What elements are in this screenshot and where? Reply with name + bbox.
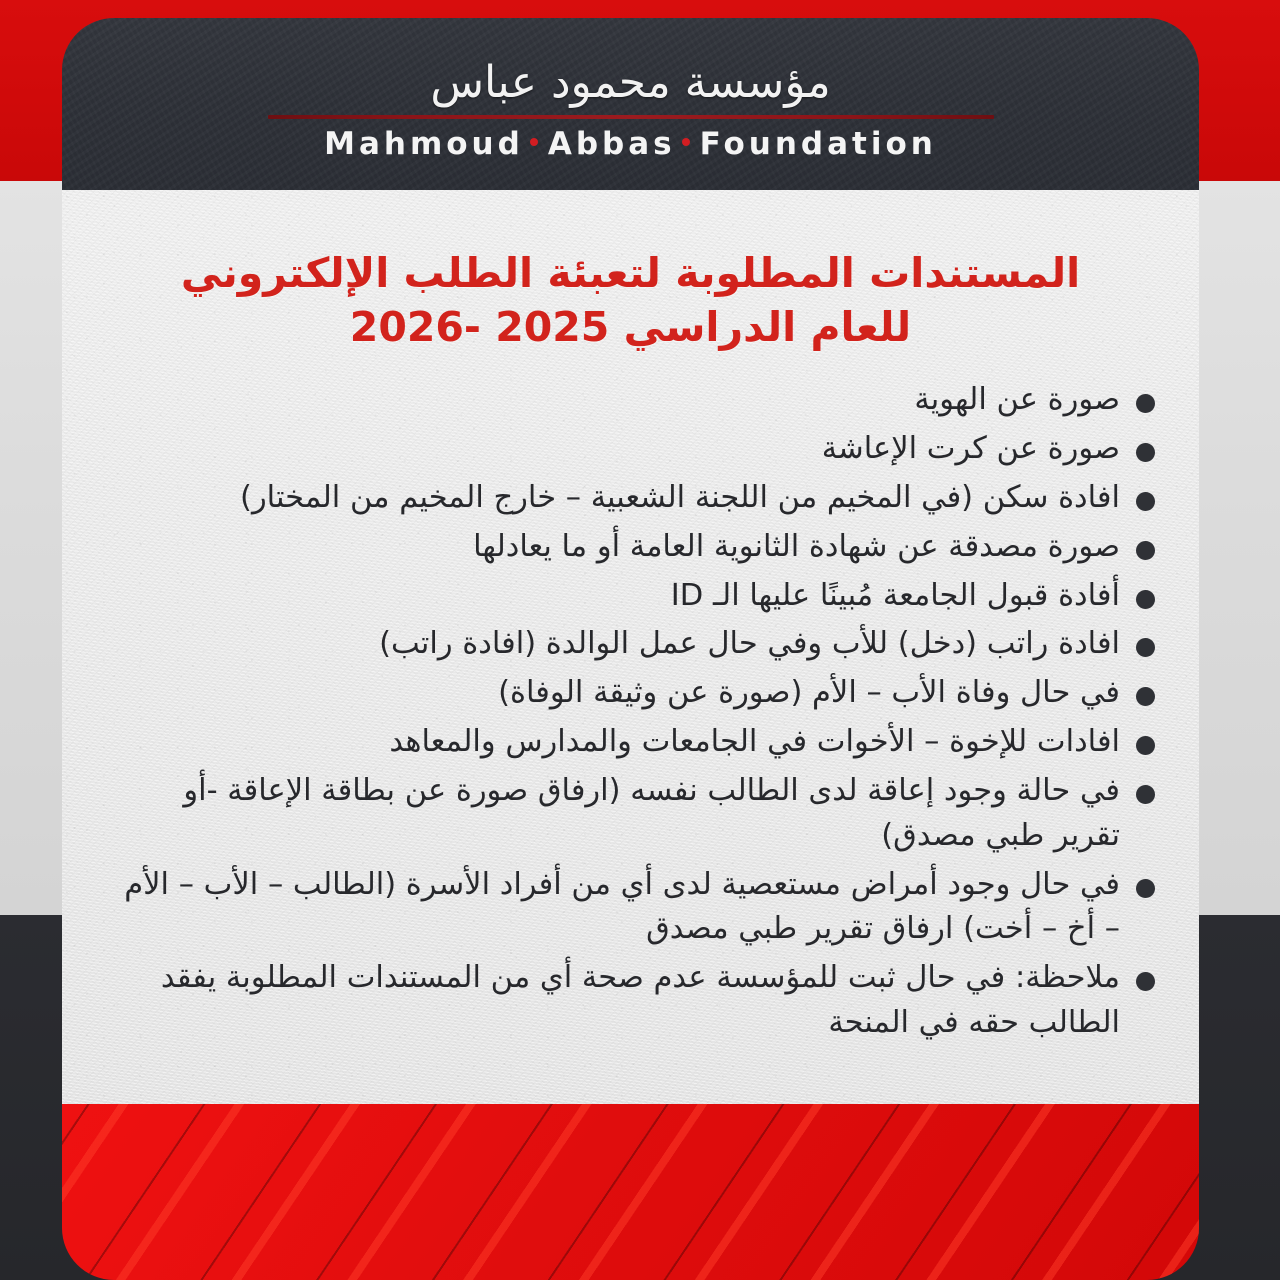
list-item — [114, 863, 1155, 953]
list-item — [114, 378, 1155, 423]
bullet-dot-icon — [1136, 443, 1155, 462]
logo-word-abbas: Abbas — [547, 126, 676, 163]
document-note-text: ملاحظة: في حال ثبت للمؤسسة عدم صحة أي من المستندات المطلوبة يفقد الطالب حقه في المنحة — [160, 960, 1120, 1040]
document-requirement-text: في حال وفاة الأب – الأم (صورة عن وثيقة الوفاة) — [498, 675, 1120, 711]
logo-divider-rule — [268, 115, 994, 119]
list-item — [114, 622, 1155, 667]
bullet-dot-icon — [1136, 638, 1155, 657]
document-requirement-text: افادات للإخوة – الأخوات في الجامعات والمدارس والمعاهد — [389, 724, 1120, 760]
card-footer-stripes — [62, 1104, 1199, 1280]
bullet-dot-icon — [1136, 736, 1155, 755]
bullet-dot-icon — [1136, 394, 1155, 413]
list-item — [114, 956, 1155, 1046]
document-requirement-text: في حالة وجود إعاقة لدى الطالب نفسه (ارفاق صورة عن بطاقة الإعاقة -أو تقرير طبي مصدق) — [183, 772, 1120, 853]
document-requirement-text: في حال وجود أمراض مستعصية لدى أي من أفراد الأسرة (الطالب – الأب – الأم – أخ – أخت) ارفاق تقرير طبي مصدق — [124, 866, 1120, 947]
logo-dot-separator-icon — [530, 138, 538, 146]
card-header — [62, 18, 1199, 190]
list-item — [114, 574, 1155, 619]
logo-word-foundation: Foundation — [699, 126, 937, 163]
document-requirement-text: افادة سكن (في المخيم من اللجنة الشعبية – خارج المخيم من المختار) — [240, 479, 1120, 515]
logo-latin-name — [266, 126, 996, 162]
document-requirement-text: صورة مصدقة عن شهادة الثانوية العامة أو ما يعادلها — [473, 528, 1120, 564]
bullet-dot-icon — [1136, 879, 1155, 898]
document-requirement-text: صورة عن الهوية — [914, 382, 1120, 418]
list-item — [114, 427, 1155, 472]
required-documents-list — [88, 364, 1173, 1046]
document-requirement-text: افادة راتب (دخل) للأب وفي حال عمل الوالدة (افادة راتب) — [379, 626, 1120, 662]
bullet-dot-icon — [1136, 785, 1155, 804]
bullet-dot-icon — [1136, 492, 1155, 511]
bullet-dot-icon — [1136, 972, 1155, 991]
foundation-logo — [266, 46, 996, 162]
list-item — [114, 476, 1155, 521]
document-requirement-text: صورة عن كرت الإعاشة — [821, 431, 1120, 467]
document-requirement-text: أفادة قبول الجامعة مُبينًا عليها الـ ID — [670, 577, 1120, 613]
list-item — [114, 769, 1155, 859]
logo-word-mahmoud: Mahmoud — [324, 126, 524, 163]
card-body — [62, 190, 1199, 1104]
logo-arabic-name: مؤسسة محمود عباس — [430, 56, 831, 108]
logo-dot-separator-icon — [682, 138, 690, 146]
list-item — [114, 671, 1155, 716]
list-item — [114, 525, 1155, 570]
bullet-dot-icon — [1136, 590, 1155, 609]
bullet-dot-icon — [1136, 541, 1155, 560]
page-title: المستندات المطلوبة لتعبئة الطلب الإلكتروني للعام الدراسي 2025 -2026 — [180, 249, 1081, 352]
list-item — [114, 720, 1155, 765]
bullet-dot-icon — [1136, 687, 1155, 706]
poster-card — [62, 18, 1199, 1280]
